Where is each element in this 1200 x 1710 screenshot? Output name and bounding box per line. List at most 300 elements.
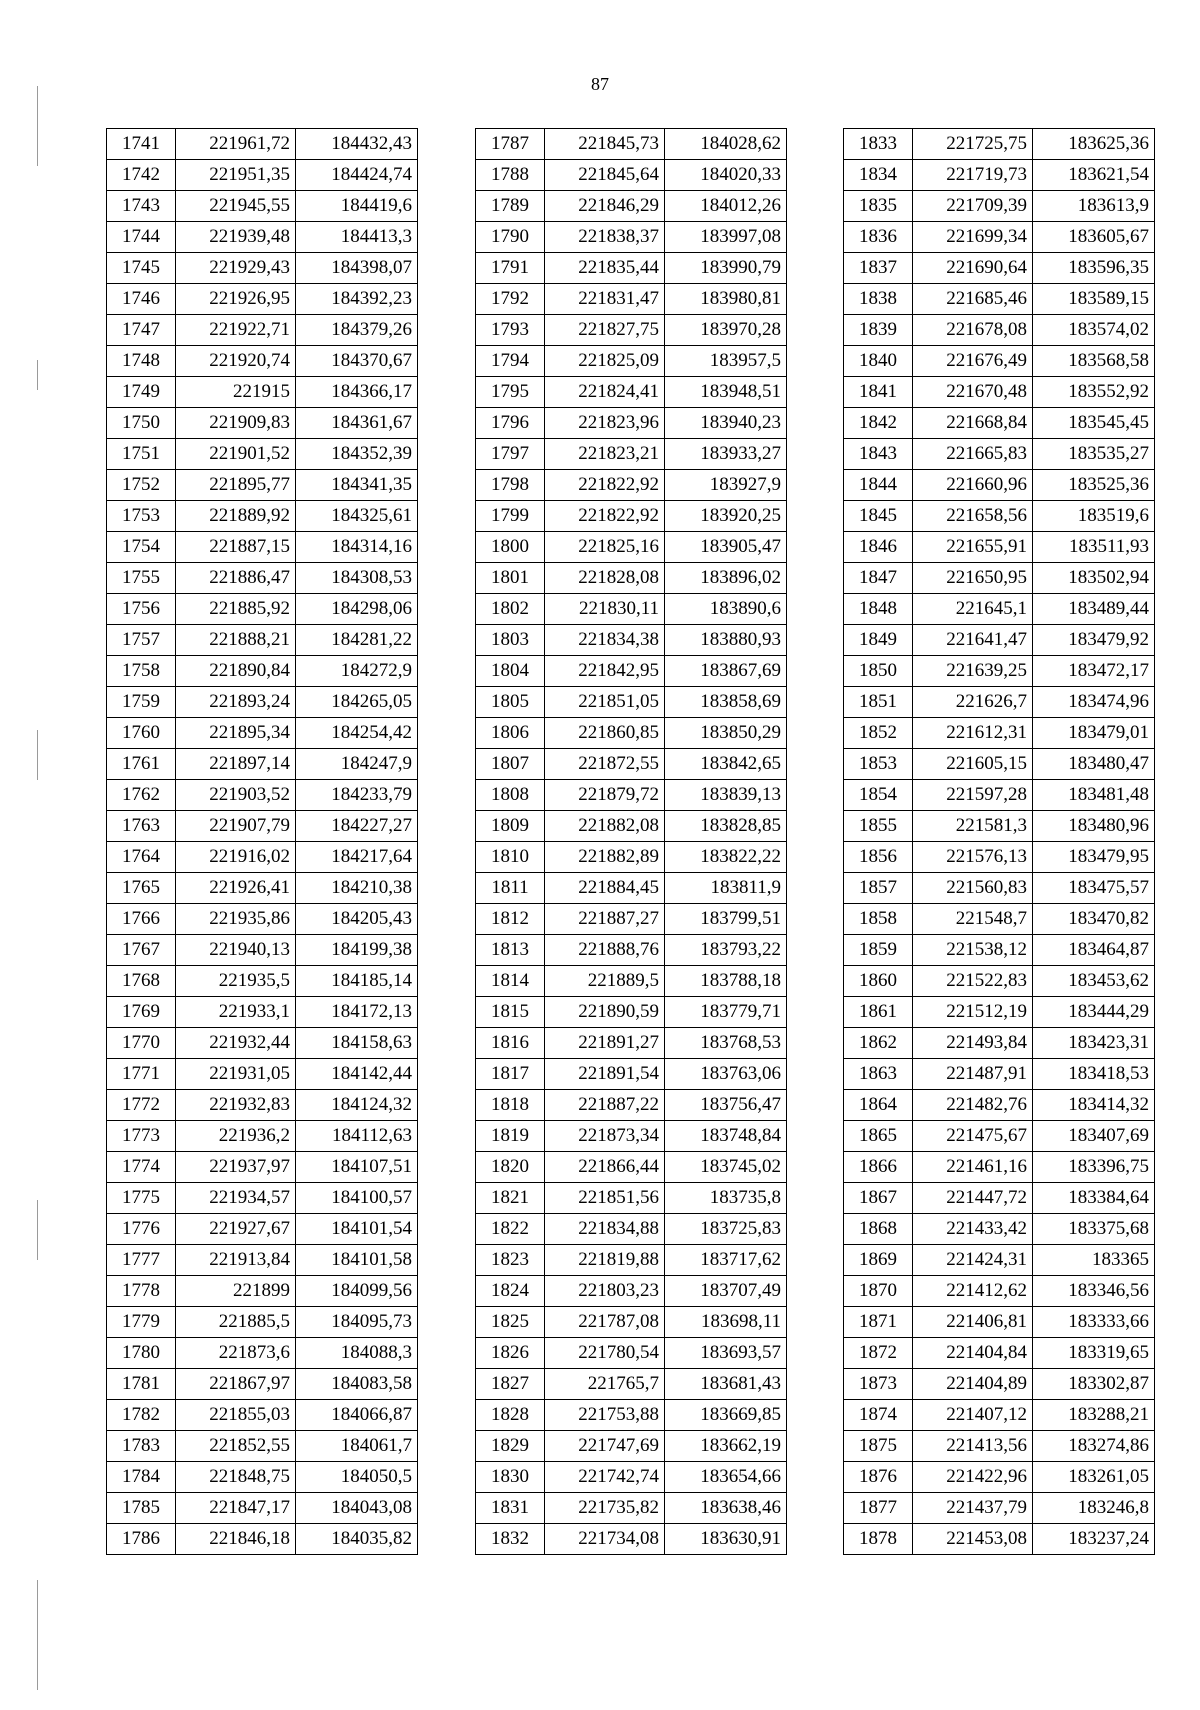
x-coordinate-cell: 221824,41: [545, 377, 665, 408]
point-number-cell: 1763: [107, 811, 176, 842]
table-row: [844, 160, 1155, 191]
y-coordinate-cell: 183346,56: [1033, 1276, 1155, 1307]
table-row: [844, 718, 1155, 749]
point-number-cell: 1848: [844, 594, 913, 625]
table-row: [107, 1369, 418, 1400]
table-row: [844, 408, 1155, 439]
table-row: [844, 253, 1155, 284]
y-coordinate-cell: 183940,23: [665, 408, 787, 439]
x-coordinate-cell: 221888,76: [545, 935, 665, 966]
y-coordinate-cell: 183375,68: [1033, 1214, 1155, 1245]
y-coordinate-cell: 184199,38: [296, 935, 418, 966]
table-row: [844, 191, 1155, 222]
x-coordinate-cell: 221867,97: [176, 1369, 296, 1400]
x-coordinate-cell: 221935,86: [176, 904, 296, 935]
y-coordinate-cell: 183735,8: [665, 1183, 787, 1214]
point-number-cell: 1857: [844, 873, 913, 904]
point-number-cell: 1747: [107, 315, 176, 346]
point-number-cell: 1760: [107, 718, 176, 749]
x-coordinate-cell: 221891,54: [545, 1059, 665, 1090]
table-row: [844, 656, 1155, 687]
table-row: [844, 129, 1155, 160]
point-number-cell: 1838: [844, 284, 913, 315]
table-row: [476, 1090, 787, 1121]
table-row: [107, 811, 418, 842]
point-number-cell: 1861: [844, 997, 913, 1028]
y-coordinate-cell: 183333,66: [1033, 1307, 1155, 1338]
y-coordinate-cell: 183725,83: [665, 1214, 787, 1245]
table-row: [107, 470, 418, 501]
table-row: [844, 1276, 1155, 1307]
y-coordinate-cell: 183980,81: [665, 284, 787, 315]
x-coordinate-cell: 221645,1: [913, 594, 1033, 625]
x-coordinate-cell: 221920,74: [176, 346, 296, 377]
y-coordinate-cell: 183839,13: [665, 780, 787, 811]
point-number-cell: 1869: [844, 1245, 913, 1276]
table-row: [844, 1152, 1155, 1183]
table-row: [107, 1400, 418, 1431]
y-coordinate-cell: 183768,53: [665, 1028, 787, 1059]
point-number-cell: 1852: [844, 718, 913, 749]
point-number-cell: 1764: [107, 842, 176, 873]
y-coordinate-cell: 184095,73: [296, 1307, 418, 1338]
scan-edge-line: [37, 730, 38, 780]
x-coordinate-cell: 221612,31: [913, 718, 1033, 749]
y-coordinate-cell: 183407,69: [1033, 1121, 1155, 1152]
table-row: [476, 1338, 787, 1369]
point-number-cell: 1771: [107, 1059, 176, 1090]
page-number: 87: [591, 74, 609, 94]
y-coordinate-cell: 183481,48: [1033, 780, 1155, 811]
y-coordinate-cell: 183828,85: [665, 811, 787, 842]
y-coordinate-cell: 184413,3: [296, 222, 418, 253]
point-number-cell: 1804: [476, 656, 545, 687]
x-coordinate-cell: 221699,34: [913, 222, 1033, 253]
table-row: [476, 284, 787, 315]
point-number-cell: 1821: [476, 1183, 545, 1214]
x-coordinate-cell: 221834,38: [545, 625, 665, 656]
table-row: [844, 470, 1155, 501]
point-number-cell: 1748: [107, 346, 176, 377]
table-row: [844, 532, 1155, 563]
point-number-cell: 1871: [844, 1307, 913, 1338]
point-number-cell: 1864: [844, 1090, 913, 1121]
y-coordinate-cell: 184124,32: [296, 1090, 418, 1121]
x-coordinate-cell: 221884,45: [545, 873, 665, 904]
x-coordinate-cell: 221742,74: [545, 1462, 665, 1493]
y-coordinate-cell: 184050,5: [296, 1462, 418, 1493]
point-number-cell: 1814: [476, 966, 545, 997]
table-row: [844, 625, 1155, 656]
x-coordinate-cell: 221825,09: [545, 346, 665, 377]
x-coordinate-cell: 221734,08: [545, 1524, 665, 1555]
point-number-cell: 1837: [844, 253, 913, 284]
y-coordinate-cell: 183613,9: [1033, 191, 1155, 222]
table-row: [476, 315, 787, 346]
scan-edge-line: [37, 1200, 38, 1260]
table-row: [107, 997, 418, 1028]
point-number-cell: 1812: [476, 904, 545, 935]
point-number-cell: 1754: [107, 532, 176, 563]
table-row: [476, 1462, 787, 1493]
x-coordinate-cell: 221842,95: [545, 656, 665, 687]
y-coordinate-cell: 183302,87: [1033, 1369, 1155, 1400]
y-coordinate-cell: 183568,58: [1033, 346, 1155, 377]
y-coordinate-cell: 183418,53: [1033, 1059, 1155, 1090]
table-row: [844, 284, 1155, 315]
point-number-cell: 1777: [107, 1245, 176, 1276]
x-coordinate-cell: 221522,83: [913, 966, 1033, 997]
point-number-cell: 1786: [107, 1524, 176, 1555]
table-row: [107, 408, 418, 439]
x-coordinate-cell: 221512,19: [913, 997, 1033, 1028]
table-row: [476, 997, 787, 1028]
table-row: [476, 532, 787, 563]
point-number-cell: 1749: [107, 377, 176, 408]
table-row: [107, 346, 418, 377]
table-row: [107, 656, 418, 687]
x-coordinate-cell: 221709,39: [913, 191, 1033, 222]
y-coordinate-cell: 183842,65: [665, 749, 787, 780]
x-coordinate-cell: 221931,05: [176, 1059, 296, 1090]
point-number-cell: 1815: [476, 997, 545, 1028]
y-coordinate-cell: 184419,6: [296, 191, 418, 222]
table-row: [844, 1028, 1155, 1059]
x-coordinate-cell: 221413,56: [913, 1431, 1033, 1462]
x-coordinate-cell: 221823,96: [545, 408, 665, 439]
table-row: [844, 1431, 1155, 1462]
point-number-cell: 1822: [476, 1214, 545, 1245]
y-coordinate-cell: 183479,95: [1033, 842, 1155, 873]
point-number-cell: 1847: [844, 563, 913, 594]
x-coordinate-cell: 221851,56: [545, 1183, 665, 1214]
table-row: [476, 656, 787, 687]
y-coordinate-cell: 183920,25: [665, 501, 787, 532]
point-number-cell: 1742: [107, 160, 176, 191]
table-row: [476, 594, 787, 625]
y-coordinate-cell: 184361,67: [296, 408, 418, 439]
point-number-cell: 1820: [476, 1152, 545, 1183]
x-coordinate-cell: 221560,83: [913, 873, 1033, 904]
x-coordinate-cell: 221461,16: [913, 1152, 1033, 1183]
point-number-cell: 1839: [844, 315, 913, 346]
table-row: [844, 904, 1155, 935]
x-coordinate-cell: 221887,15: [176, 532, 296, 563]
point-number-cell: 1816: [476, 1028, 545, 1059]
point-number-cell: 1855: [844, 811, 913, 842]
y-coordinate-cell: 184217,64: [296, 842, 418, 873]
table-row: [844, 1369, 1155, 1400]
table-row: [844, 749, 1155, 780]
table-row: [476, 780, 787, 811]
y-coordinate-cell: 184107,51: [296, 1152, 418, 1183]
point-number-cell: 1746: [107, 284, 176, 315]
x-coordinate-cell: 221787,08: [545, 1307, 665, 1338]
y-coordinate-cell: 184392,23: [296, 284, 418, 315]
x-coordinate-cell: 221676,49: [913, 346, 1033, 377]
x-coordinate-cell: 221933,1: [176, 997, 296, 1028]
y-coordinate-cell: 183693,57: [665, 1338, 787, 1369]
x-coordinate-cell: 221873,6: [176, 1338, 296, 1369]
table-row: [844, 842, 1155, 873]
x-coordinate-cell: 221650,95: [913, 563, 1033, 594]
point-number-cell: 1878: [844, 1524, 913, 1555]
point-number-cell: 1846: [844, 532, 913, 563]
table-row: [107, 1214, 418, 1245]
point-number-cell: 1756: [107, 594, 176, 625]
point-number-cell: 1770: [107, 1028, 176, 1059]
scan-edge-line: [37, 360, 38, 390]
y-coordinate-cell: 184265,05: [296, 687, 418, 718]
y-coordinate-cell: 184112,63: [296, 1121, 418, 1152]
table-row: [107, 191, 418, 222]
table-row: [107, 873, 418, 904]
y-coordinate-cell: 184142,44: [296, 1059, 418, 1090]
table-row: [107, 935, 418, 966]
y-coordinate-cell: 183745,02: [665, 1152, 787, 1183]
point-number-cell: 1845: [844, 501, 913, 532]
point-number-cell: 1768: [107, 966, 176, 997]
table-row: [476, 687, 787, 718]
point-number-cell: 1799: [476, 501, 545, 532]
y-coordinate-cell: 183423,31: [1033, 1028, 1155, 1059]
y-coordinate-cell: 184424,74: [296, 160, 418, 191]
y-coordinate-cell: 184101,54: [296, 1214, 418, 1245]
point-number-cell: 1830: [476, 1462, 545, 1493]
y-coordinate-cell: 184298,06: [296, 594, 418, 625]
table-row: [476, 1121, 787, 1152]
table-row: [476, 966, 787, 997]
point-number-cell: 1810: [476, 842, 545, 873]
point-number-cell: 1800: [476, 532, 545, 563]
point-number-cell: 1776: [107, 1214, 176, 1245]
y-coordinate-cell: 184012,26: [665, 191, 787, 222]
y-coordinate-cell: 184314,16: [296, 532, 418, 563]
table-row: [476, 1152, 787, 1183]
table-row: [107, 1090, 418, 1121]
point-number-cell: 1835: [844, 191, 913, 222]
y-coordinate-cell: 183748,84: [665, 1121, 787, 1152]
table-row: [476, 377, 787, 408]
point-number-cell: 1851: [844, 687, 913, 718]
y-coordinate-cell: 183535,27: [1033, 439, 1155, 470]
x-coordinate-cell: 221945,55: [176, 191, 296, 222]
y-coordinate-cell: 184035,82: [296, 1524, 418, 1555]
table-row: [476, 1183, 787, 1214]
table-row: [476, 129, 787, 160]
point-number-cell: 1793: [476, 315, 545, 346]
y-coordinate-cell: 184379,26: [296, 315, 418, 346]
x-coordinate-cell: 221926,41: [176, 873, 296, 904]
x-coordinate-cell: 221735,82: [545, 1493, 665, 1524]
table-row: [107, 1245, 418, 1276]
y-coordinate-cell: 183237,24: [1033, 1524, 1155, 1555]
point-number-cell: 1792: [476, 284, 545, 315]
point-number-cell: 1790: [476, 222, 545, 253]
table-row: [476, 222, 787, 253]
table-row: [476, 346, 787, 377]
y-coordinate-cell: 184308,53: [296, 563, 418, 594]
y-coordinate-cell: 184158,63: [296, 1028, 418, 1059]
point-number-cell: 1834: [844, 160, 913, 191]
table-row: [476, 811, 787, 842]
point-number-cell: 1809: [476, 811, 545, 842]
x-coordinate-cell: 221915: [176, 377, 296, 408]
y-coordinate-cell: 183545,45: [1033, 408, 1155, 439]
table-row: [844, 1121, 1155, 1152]
x-coordinate-cell: 221433,42: [913, 1214, 1033, 1245]
table-row: [476, 1028, 787, 1059]
table-row: [476, 873, 787, 904]
y-coordinate-cell: 184227,27: [296, 811, 418, 842]
y-coordinate-cell: 183850,29: [665, 718, 787, 749]
y-coordinate-cell: 183669,85: [665, 1400, 787, 1431]
x-coordinate-cell: 221825,16: [545, 532, 665, 563]
x-coordinate-cell: 221890,59: [545, 997, 665, 1028]
x-coordinate-cell: 221605,15: [913, 749, 1033, 780]
table-row: [476, 935, 787, 966]
y-coordinate-cell: 184185,14: [296, 966, 418, 997]
y-coordinate-cell: 183288,21: [1033, 1400, 1155, 1431]
y-coordinate-cell: 183625,36: [1033, 129, 1155, 160]
y-coordinate-cell: 184210,38: [296, 873, 418, 904]
table-row: [107, 1462, 418, 1493]
y-coordinate-cell: 183489,44: [1033, 594, 1155, 625]
table-row: [844, 1090, 1155, 1121]
table-row: [844, 1338, 1155, 1369]
point-number-cell: 1801: [476, 563, 545, 594]
x-coordinate-cell: 221597,28: [913, 780, 1033, 811]
point-number-cell: 1876: [844, 1462, 913, 1493]
x-coordinate-cell: 221665,83: [913, 439, 1033, 470]
x-coordinate-cell: 221936,2: [176, 1121, 296, 1152]
x-coordinate-cell: 221765,7: [545, 1369, 665, 1400]
point-number-cell: 1843: [844, 439, 913, 470]
x-coordinate-cell: 221719,73: [913, 160, 1033, 191]
point-number-cell: 1865: [844, 1121, 913, 1152]
table-row: [107, 718, 418, 749]
table-row: [844, 873, 1155, 904]
point-number-cell: 1778: [107, 1276, 176, 1307]
table-row: [107, 253, 418, 284]
x-coordinate-cell: 221670,48: [913, 377, 1033, 408]
point-number-cell: 1780: [107, 1338, 176, 1369]
table-row: [107, 780, 418, 811]
point-number-cell: 1798: [476, 470, 545, 501]
y-coordinate-cell: 183858,69: [665, 687, 787, 718]
scan-edge-line: [37, 86, 38, 166]
table-row: [476, 718, 787, 749]
x-coordinate-cell: 221404,89: [913, 1369, 1033, 1400]
x-coordinate-cell: 221406,81: [913, 1307, 1033, 1338]
table-row: [844, 1214, 1155, 1245]
y-coordinate-cell: 184043,08: [296, 1493, 418, 1524]
point-number-cell: 1791: [476, 253, 545, 284]
x-coordinate-cell: 221937,97: [176, 1152, 296, 1183]
point-number-cell: 1762: [107, 780, 176, 811]
x-coordinate-cell: 221879,72: [545, 780, 665, 811]
x-coordinate-cell: 221576,13: [913, 842, 1033, 873]
y-coordinate-cell: 183799,51: [665, 904, 787, 935]
x-coordinate-cell: 221437,79: [913, 1493, 1033, 1524]
y-coordinate-cell: 184272,9: [296, 656, 418, 687]
x-coordinate-cell: 221803,23: [545, 1276, 665, 1307]
x-coordinate-cell: 221482,76: [913, 1090, 1033, 1121]
point-number-cell: 1797: [476, 439, 545, 470]
x-coordinate-cell: 221882,08: [545, 811, 665, 842]
x-coordinate-cell: 221893,24: [176, 687, 296, 718]
x-coordinate-cell: 221909,83: [176, 408, 296, 439]
table-row: [844, 1245, 1155, 1276]
y-coordinate-cell: 183574,02: [1033, 315, 1155, 346]
scan-edge-line: [37, 1580, 38, 1690]
table-row: [844, 1524, 1155, 1555]
y-coordinate-cell: 184352,39: [296, 439, 418, 470]
x-coordinate-cell: 221678,08: [913, 315, 1033, 346]
x-coordinate-cell: 221838,37: [545, 222, 665, 253]
table-row: [476, 1431, 787, 1462]
table-row: [476, 1059, 787, 1090]
point-number-cell: 1862: [844, 1028, 913, 1059]
y-coordinate-cell: 183464,87: [1033, 935, 1155, 966]
table-row: [107, 222, 418, 253]
point-number-cell: 1842: [844, 408, 913, 439]
table-row: [107, 1431, 418, 1462]
x-coordinate-cell: 221658,56: [913, 501, 1033, 532]
y-coordinate-cell: 184432,43: [296, 129, 418, 160]
table-row: [476, 749, 787, 780]
point-number-cell: 1807: [476, 749, 545, 780]
x-coordinate-cell: 221846,29: [545, 191, 665, 222]
table-row: [476, 1307, 787, 1338]
table-row: [844, 966, 1155, 997]
y-coordinate-cell: 183681,43: [665, 1369, 787, 1400]
table-row: [844, 811, 1155, 842]
table-row: [844, 1400, 1155, 1431]
y-coordinate-cell: 183444,29: [1033, 997, 1155, 1028]
table-row: [107, 315, 418, 346]
x-coordinate-cell: 221916,02: [176, 842, 296, 873]
y-coordinate-cell: 184172,13: [296, 997, 418, 1028]
x-coordinate-cell: 221848,75: [176, 1462, 296, 1493]
point-number-cell: 1782: [107, 1400, 176, 1431]
point-number-cell: 1772: [107, 1090, 176, 1121]
y-coordinate-cell: 183552,92: [1033, 377, 1155, 408]
point-number-cell: 1811: [476, 873, 545, 904]
point-number-cell: 1752: [107, 470, 176, 501]
x-coordinate-cell: 221639,25: [913, 656, 1033, 687]
x-coordinate-cell: 221927,67: [176, 1214, 296, 1245]
x-coordinate-cell: 221831,47: [545, 284, 665, 315]
y-coordinate-cell: 183763,06: [665, 1059, 787, 1090]
point-number-cell: 1767: [107, 935, 176, 966]
point-number-cell: 1819: [476, 1121, 545, 1152]
table-row: [476, 191, 787, 222]
point-number-cell: 1755: [107, 563, 176, 594]
table-row: [107, 625, 418, 656]
coordinate-table-3: [843, 128, 1155, 1555]
y-coordinate-cell: 183654,66: [665, 1462, 787, 1493]
table-row: [107, 1524, 418, 1555]
y-coordinate-cell: 184247,9: [296, 749, 418, 780]
table-row: [107, 377, 418, 408]
table-row: [107, 501, 418, 532]
table-row: [844, 997, 1155, 1028]
table-row: [107, 129, 418, 160]
x-coordinate-cell: 221866,44: [545, 1152, 665, 1183]
y-coordinate-cell: 184341,35: [296, 470, 418, 501]
point-number-cell: 1824: [476, 1276, 545, 1307]
